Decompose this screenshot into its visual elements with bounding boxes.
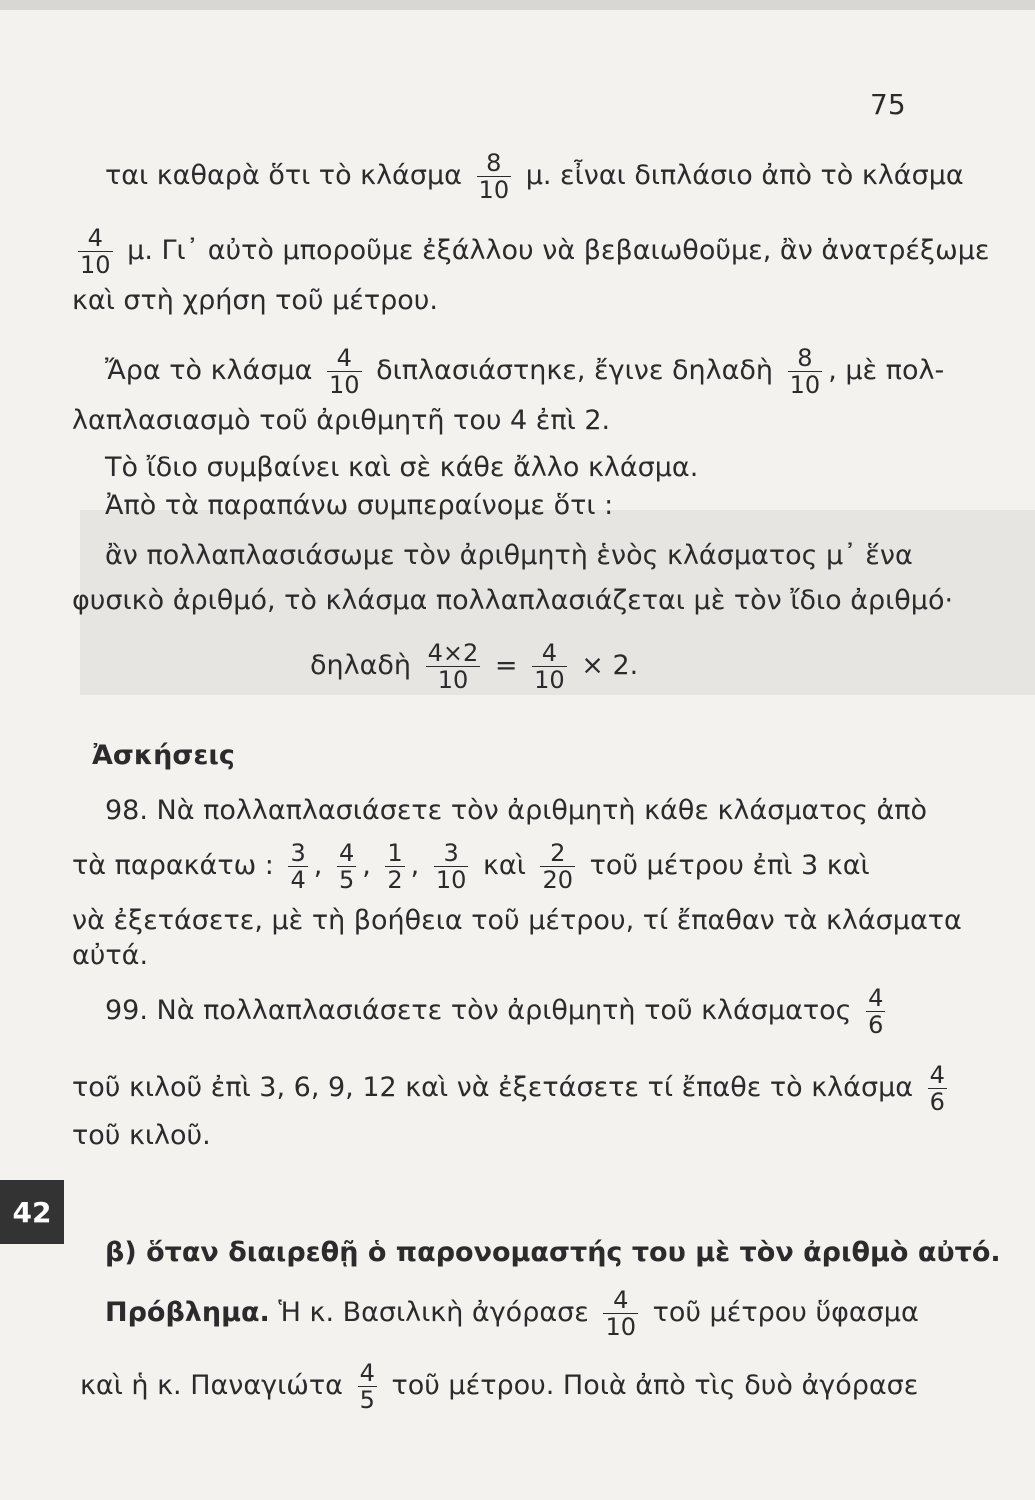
text-line-8: ἂν πολλαπλασιάσωμε τὸν ἀριθμητὴ ἑνὸς κλάσματος μ᾿ ἕνα — [105, 540, 913, 571]
page-number: 75 — [870, 88, 906, 121]
text-line-9: φυσικὸ ἀριθμό, τὸ κλάσμα πολλαπλασιάζεται μὲ τὸν ἴδιο ἀριθμό· — [72, 585, 954, 616]
fraction: $\frac{2}{20}$ — [542, 839, 573, 894]
text-line-6: Τὸ ἴδιο συμβαίνει καὶ σὲ κάθε ἄλλο κλάσμα. — [105, 452, 699, 483]
fraction: $\frac{4\times 2}{10}$ — [427, 639, 479, 694]
exercise-99: 99. Νὰ πολλαπλασιάσετε τὸν ἀριθμητὴ τοῦ κλάσματος $\frac{4}{6}$ — [105, 984, 884, 1039]
fraction: $\frac{4}{5}$ — [338, 839, 355, 894]
text-line-7: Ἀπὸ τὰ παραπάνω συμπεραίνομε ὅτι : — [105, 490, 614, 521]
problem-line-2: καὶ ἡ κ. Παναγιώτα $\frac{4}{5}$ τοῦ μέτρου. Ποιὰ ἀπὸ τὶς δυὸ ἀγόρασε — [80, 1359, 919, 1414]
text-line-14: νὰ ἐξετάσετε, μὲ τὴ βοήθεια τοῦ μέτρου, τί ἔπαθαν τὰ κλάσματα — [72, 905, 962, 936]
text-line-2: $\frac{4}{10}$ μ. Γι᾿ αὐτὸ μποροῦμε ἐξάλλου νὰ βεβαιωθοῦμε, ἂν ἀνατρέξωμε — [80, 224, 990, 279]
text-line-1: ται καθαρὰ ὅτι τὸ κλάσμα $\frac{8}{10}$ μ. εἶναι διπλάσιο ἀπὸ τὸ κλάσμα — [105, 149, 964, 204]
text-line-4: Ἄρα τὸ κλάσμα $\frac{4}{10}$ διπλασιάστηκε, ἔγινε δηλαδὴ $\frac{8}{10}$ , μὲ πολ- — [105, 344, 945, 399]
chapter-badge: 42 — [0, 1180, 64, 1244]
exercise-98-fractions: τὰ παρακάτω : $\frac{3}{4}$ , $\frac{4}{5}$ , $\frac{1}{2}$ , $\frac{3}{10}$ καὶ $\frac{2}{20}$ τοῦ μέτρου ἐπὶ 3 καὶ — [72, 839, 870, 894]
fraction: $\frac{1}{2}$ — [387, 839, 403, 894]
problem-line-1: Πρόβλημα. Ἡ κ. Βασιλικὴ ἀγόρασε $\frac{4}{10}$ τοῦ μέτρου ὕφασμα — [105, 1286, 919, 1341]
fraction: $\frac{4}{6}$ — [868, 984, 884, 1039]
section-heading: Ἀσκήσεις — [92, 740, 235, 771]
text-line-3: καὶ στὴ χρήση τοῦ μέτρου. — [72, 285, 439, 316]
subsection-heading: β) ὅταν διαιρεθῇ ὁ παρονομαστής του μὲ τὸν ἀριθμὸ αὐτό. — [105, 1237, 1001, 1268]
top-rule — [0, 0, 1035, 10]
fraction: $\frac{4}{10}$ — [534, 639, 565, 694]
exercise-98: 98. Νὰ πολλαπλασιάσετε τὸν ἀριθμητὴ κάθε κλάσματος ἀπὸ — [105, 795, 928, 826]
text-line-15: αὐτά. — [72, 940, 149, 971]
fraction: $\frac{8}{10}$ — [478, 149, 510, 204]
text-line-5: λαπλασιασμὸ τοῦ ἀριθμητῆ του 4 ἐπὶ 2. — [72, 405, 611, 436]
text-line-17: τοῦ κιλοῦ ἐπὶ 3, 6, 9, 12 καὶ νὰ ἐξετάσετε τί ἔπαθε τὸ κλάσμα $\frac{4}{6}$ — [72, 1061, 945, 1116]
fraction: $\frac{4}{10}$ — [329, 344, 360, 399]
fraction: $\frac{8}{10}$ — [789, 344, 821, 399]
fraction: $\frac{4}{10}$ — [605, 1286, 636, 1341]
fraction: $\frac{4}{6}$ — [929, 1061, 945, 1116]
formula-line: δηλαδὴ $\frac{4\times 2}{10}$ = $\frac{4}{10}$ × 2. — [310, 639, 639, 694]
text-line-18: τοῦ κιλοῦ. — [72, 1120, 211, 1151]
fraction: $\frac{4}{10}$ — [80, 224, 111, 279]
fraction: $\frac{3}{10}$ — [435, 839, 467, 894]
fraction: $\frac{4}{5}$ — [359, 1359, 375, 1414]
fraction: $\frac{3}{4}$ — [290, 839, 306, 894]
